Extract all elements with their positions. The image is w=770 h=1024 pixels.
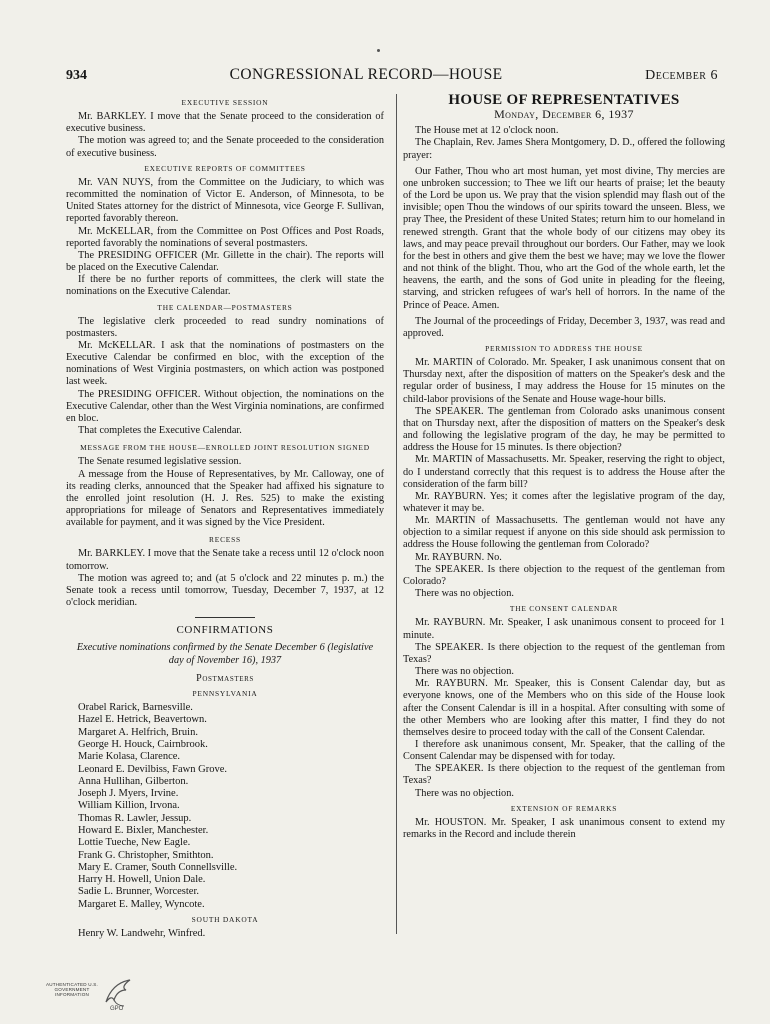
list-item: William Killion, Irvona. xyxy=(78,800,180,812)
postmasters-heading: Postmasters xyxy=(196,672,254,684)
name-list xyxy=(66,928,384,940)
house-heading: HOUSE OF REPRESENTATIVES xyxy=(448,92,680,108)
list-item: Margaret E. Malley, Wyncote. xyxy=(78,898,205,910)
divider xyxy=(195,617,255,618)
paragraph: Mr. MARTIN of Colorado. Mr. Speaker, I ask unanimous consent that on Thursday next, after the disposition of matters on the Speaker's desk and the regular order of business, I may address the House for 15 minutes on the child-labor provisions of the Senate and House wage-hour bills. xyxy=(403,357,725,405)
paragraph: The SPEAKER. Is there objection to the request of the gentleman from Texas? xyxy=(403,641,725,665)
paragraph: The Chaplain, Rev. James Shera Montgomery, D. D., offered the following prayer: xyxy=(403,137,725,161)
dateline: Monday, December 6, 1937 xyxy=(494,107,634,122)
eagle-icon xyxy=(100,976,134,1010)
paragraph: Mr. BARKLEY. I move that the Senate proceed to the consideration of executive business. xyxy=(66,111,384,135)
paragraph: Mr. RAYBURN. Mr. Speaker, I ask unanimous consent to proceed for 1 minute. xyxy=(403,617,725,641)
paragraph: That completes the Executive Calendar. xyxy=(78,425,242,437)
section-heading: MESSAGE FROM THE HOUSE—ENROLLED JOINT RESOLUTION SIGNED xyxy=(80,443,370,453)
list-item: Howard E. Bixler, Manchester. xyxy=(78,825,209,836)
list-item: Joseph J. Myers, Irvine. xyxy=(78,788,179,800)
paragraph: There was no objection. xyxy=(415,588,514,600)
section-heading: THE CONSENT CALENDAR xyxy=(509,604,619,614)
paragraph: If there be no further reports of committees, the clerk will state the nominations on the Executive Calendar. xyxy=(66,274,384,298)
list-item: Henry W. Landwehr, Winfred. xyxy=(78,928,206,940)
paragraph: Mr. BARKLEY. I move that the Senate take a recess until 12 o'clock noon tomorrow. xyxy=(66,548,384,572)
list-item: Thomas R. Lawler, Jessup. xyxy=(78,812,192,824)
state-heading: SOUTH DAKOTA xyxy=(191,915,259,925)
gpo-authentication-logo xyxy=(40,976,140,1018)
paragraph: Mr. MARTIN of Massachusetts. The gentleman would not have any objection to a similar request if anyone on this side should ask permission to address the House following the gentleman from Colorado? xyxy=(403,515,725,551)
logo-text: AUTHENTICATED U.S. GOVERNMENT INFORMATION xyxy=(45,982,98,998)
confirmations-heading: CONFIRMATIONS xyxy=(176,624,274,637)
list-item: Orabel Rarick, Barnesville. xyxy=(78,702,193,714)
list-item: Hazel E. Hetrick, Beavertown. xyxy=(78,714,207,726)
publication-title: CONGRESSIONAL RECORD—HOUSE xyxy=(229,66,503,83)
gpo-mark: GPO xyxy=(110,1006,124,1012)
section-heading: EXTENSION OF REMARKS xyxy=(510,803,618,813)
section-heading: EXECUTIVE SESSION xyxy=(181,98,269,107)
list-item: Harry H. Howell, Union Dale. xyxy=(78,874,206,886)
paragraph: Mr. RAYBURN. Yes; it comes after the legislative program of the day, whatever it may be. xyxy=(403,490,725,514)
paragraph: The SPEAKER. The gentleman from Colorado asks unanimous consent that on Thursday next, after the disposition of matters on the Speaker's desk and following the legislative program of the day, he may be permitted to address the House for 15 minutes. Is there objection? xyxy=(403,405,725,454)
paragraph: I therefore ask unanimous consent, Mr. Speaker, that the calling of the Consent Calendar may be dispensed with for today. xyxy=(403,738,725,763)
paragraph: The SPEAKER. Is there objection to the request of the gentleman from Texas? xyxy=(403,763,725,787)
list-item: Mary E. Cramer, South Connellsville. xyxy=(78,861,238,873)
list-item: Leonard E. Devilbiss, Fawn Grove. xyxy=(78,763,228,775)
paragraph: The House met at 12 o'clock noon. xyxy=(415,125,559,137)
confirmations-note: Executive nominations confirmed by the Senate December 6 (legislative day of November 16), 1937 xyxy=(76,642,374,666)
list-item: Lottie Tueche, New Eagle. xyxy=(78,837,191,849)
paragraph: Mr. HOUSTON. Mr. Speaker, I ask unanimous consent to extend my remarks in the Record and include therein xyxy=(403,816,725,841)
paragraph: Mr. MARTIN of Massachusetts. Mr. Speaker, reserving the right to object, do I understand correctly that this request is to address the House after the consideration of the farm bill? xyxy=(403,454,725,490)
page-number: 934 xyxy=(66,68,87,83)
paragraph: Mr. RAYBURN. No. xyxy=(415,551,502,563)
list-item: Anna Hullihan, Gilberton. xyxy=(78,775,189,787)
paragraph: The motion was agreed to; and the Senate proceeded to the consideration of executive business. xyxy=(66,135,384,159)
paragraph: Mr. VAN NUYS, from the Committee on the Judiciary, to which was recommitted the nomination of Victor E. Anderson, of Minnesota, to be United States attorney for the district of Minnesota, vice George F. Sullivan, reported favorably thereon. xyxy=(66,176,384,225)
paragraph: The SPEAKER. Is there objection to the request of the gentleman from Colorado? xyxy=(403,563,725,587)
state-heading: PENNSYLVANIA xyxy=(192,688,258,698)
name-list xyxy=(66,702,384,911)
section-heading: EXECUTIVE REPORTS OF COMMITTEES xyxy=(144,163,306,173)
list-item: Sadie L. Brunner, Worcester. xyxy=(78,886,200,898)
list-item: Marie Kolasa, Clarence. xyxy=(78,751,181,763)
printer-dot xyxy=(377,49,380,52)
running-header xyxy=(66,66,718,88)
paragraph: Mr. McKELLAR, from the Committee on Post Offices and Post Roads, reported favorably the nominations of several postmasters. xyxy=(66,225,384,249)
left-column xyxy=(66,94,384,941)
paragraph: There was no objection. xyxy=(415,666,514,678)
paragraph: The motion was agreed to; and (at 5 o'clock and 22 minutes p. m.) the Senate took a recess until tomorrow, Tuesday, December 7, 1937, at 12 o'clock meridian. xyxy=(66,572,384,609)
paragraph: Mr. McKELLAR. I ask that the nominations of postmasters on the Executive Calendar be confirmed en bloc, with the exception of the nominations of West Virginia postmasters, on which action was postponed last week. xyxy=(66,339,384,388)
list-item: Frank G. Christopher, Smithton. xyxy=(78,849,214,861)
right-column xyxy=(396,94,725,934)
header-date: December 6 xyxy=(645,68,718,83)
paragraph: The PRESIDING OFFICER (Mr. Gillette in the chair). The reports will be placed on the Executive Calendar. xyxy=(66,249,384,274)
prayer-paragraph: Our Father, Thou who art most human, yet most divine, Thy mercies are one unbroken succession; to Thee we lift our hearts of praise; let the beauty of the Lord be upon us. We pray that the vision splendid may flash out of the invisible; open Thou the windows of our spirits toward the unseen. Bless, we pray Thee, the President of these United States; return him to our homeland in renewed strength. Grant that the whole body of our citizens may obey its laws, and may peace prevail throughout our borders. Our Father, may we look for the best in others and give them the best we have; may we love the flower and not think of the blight. Thou, who art the God of the whole earth, let the heavens, the earth, and the sons of God unite in pleading for the fleeing, starving, and stricken refugees of war's hell of horrors. In the name of the Prince of Peace. Amen. xyxy=(403,165,725,311)
paragraph: The legislative clerk proceeded to read sundry nominations of postmasters. xyxy=(66,315,384,339)
section-heading: THE CALENDAR—POSTMASTERS xyxy=(157,302,293,312)
paragraph: There was no objection. xyxy=(415,787,514,799)
paragraph: Mr. RAYBURN. Mr. Speaker, this is Consent Calendar day, but as everyone knows, one of the Members who on this side of the House look after the Consent Calendar is ill in a hospital. After consulting with some of the other Members who are looking after this matter, I find they do not themselves desire to proceed today with the call of the Consent Calendar. xyxy=(403,678,725,738)
list-item: Margaret A. Helfrich, Bruin. xyxy=(78,726,198,738)
paragraph: The PRESIDING OFFICER. Without objection, the nominations on the Executive Calendar, other than the West Virginia nominations, are confirmed en bloc. xyxy=(66,388,384,424)
paragraph: A message from the House of Representatives, by Mr. Calloway, one of its reading clerks, announced that the Speaker had affixed his signature to the enrolled joint resolution (H. J. Res. 525) to make the existing appropriations for mileage of Senators and Representatives immediately available for payment, and it was signed by the Vice President. xyxy=(66,468,384,529)
paragraph: The Journal of the proceedings of Friday, December 3, 1937, was read and approved. xyxy=(403,315,725,339)
list-item: George H. Houck, Cairnbrook. xyxy=(78,738,208,750)
section-heading: RECESS xyxy=(209,535,241,545)
section-heading: PERMISSION TO ADDRESS THE HOUSE xyxy=(485,343,643,353)
paragraph: The Senate resumed legislative session. xyxy=(78,456,242,468)
